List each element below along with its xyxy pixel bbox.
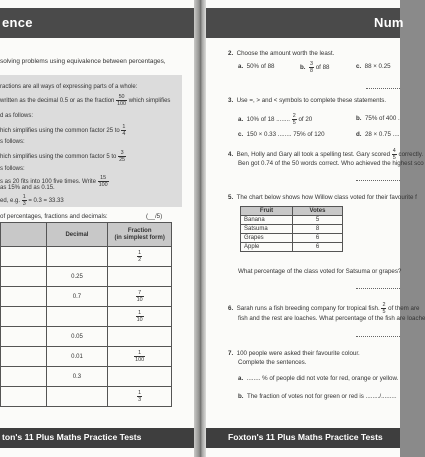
table-header-cell bbox=[1, 223, 47, 247]
q2-option-b: b. $\frac{3}{8}$ of 88 bbox=[300, 61, 330, 74]
question-6-line-2: fish and the rest are loaches. What percentage of the fish are loache bbox=[238, 315, 425, 322]
answer-line bbox=[356, 180, 400, 181]
vote-header-row bbox=[241, 207, 343, 216]
fraction-cell bbox=[108, 367, 172, 387]
info-fraction: $\frac{15}{100}$ bbox=[98, 175, 108, 188]
percentage-cell bbox=[1, 287, 47, 307]
fruit-cell: Satsuma bbox=[241, 225, 293, 234]
info-line: s follows: bbox=[0, 166, 25, 172]
left-intro-text: solving problems using equivalence between percentages, bbox=[0, 58, 166, 65]
votes-cell: 5 bbox=[293, 216, 343, 225]
decimal-cell: 0.01 bbox=[46, 347, 108, 367]
info-line: hich simplifies using the common factor 5 to $\frac{3}{25}$ bbox=[0, 150, 126, 163]
table-row bbox=[1, 387, 172, 407]
decimal-cell: 0.3 bbox=[46, 367, 108, 387]
table-row bbox=[1, 347, 172, 367]
right-footer-bar bbox=[206, 428, 400, 448]
info-line: s as 20 fits into 100 five times. Write $\frac{15}{100}$ bbox=[0, 175, 108, 188]
question-6: 6. Sarah runs a fish breeding company for tropical fish. $\frac{2}{5}$ of them are bbox=[228, 302, 420, 315]
info-line: ed, e.g. $\frac{1}{3}$ = 0.3 = 33.33 bbox=[0, 194, 64, 207]
vote-header-cell: Votes bbox=[293, 207, 343, 216]
info-line: as 15% and as 0.15. bbox=[0, 185, 55, 191]
q3-option-b: b. 75% of 400 . bbox=[356, 115, 400, 122]
info-fraction: $\frac{50}{100}$ bbox=[117, 94, 127, 107]
table-row bbox=[1, 307, 172, 327]
q7-option-a: a. ........ % of people did not vote for red, orange or yellow. bbox=[238, 375, 399, 382]
votes-cell: 8 bbox=[293, 225, 343, 234]
question-3: 3. Use =, > and < symbols to complete these statements. bbox=[228, 97, 387, 104]
question-4: 4. Ben, Holly and Gary all took a spelling test. Gary scored $\frac{4}{5}$ correctly. bbox=[228, 148, 424, 161]
question-7: 7. 100 people were asked their favourite colour. bbox=[228, 350, 360, 357]
conversion-table bbox=[0, 222, 172, 407]
fruit-cell: Banana bbox=[241, 216, 293, 225]
right-footer-text: Foxton's 11 Plus Maths Practice Tests bbox=[228, 432, 383, 442]
right-header-bar bbox=[206, 8, 404, 38]
right-header-title: Num bbox=[374, 15, 404, 30]
question-5: 5. The chart below shows how Willow class voted for their favourite f bbox=[228, 194, 417, 201]
left-header-bar bbox=[0, 8, 194, 38]
left-header-title: ence bbox=[2, 15, 33, 30]
info-line: ractions are all ways of expressing parts of a whole: bbox=[0, 84, 138, 90]
percentage-cell bbox=[1, 327, 47, 347]
book-gutter bbox=[194, 0, 206, 457]
q2-option-a: a. 50% of 88 bbox=[238, 63, 275, 70]
fraction-cell: $\frac{7}{10}$ bbox=[108, 287, 172, 307]
fraction-cell bbox=[108, 327, 172, 347]
vote-header-cell: Fruit bbox=[241, 207, 293, 216]
q3-option-a: a. 10% of 18 ........ $\frac{2}{5}$ of 20 bbox=[238, 113, 313, 126]
table-header-cell: Fraction (in simplest form) bbox=[108, 223, 172, 247]
answer-line bbox=[356, 336, 400, 337]
answer-line bbox=[366, 88, 400, 89]
table-row bbox=[1, 287, 172, 307]
table-row bbox=[1, 367, 172, 387]
table-row bbox=[1, 327, 172, 347]
decimal-cell bbox=[46, 387, 108, 407]
question-4-line-2: Ben got 0.74 of the 50 words correct. Who achieved the highest sco bbox=[238, 160, 424, 167]
decimal-cell: 0.7 bbox=[46, 287, 108, 307]
info-fraction: $\frac{3}{25}$ bbox=[119, 150, 126, 163]
percentage-cell bbox=[1, 367, 47, 387]
percentage-cell bbox=[1, 247, 47, 267]
table-question: of percentages, fractions and decimals: bbox=[0, 213, 108, 220]
vote-row bbox=[241, 243, 343, 252]
table-row bbox=[1, 267, 172, 287]
question-marks: (__/5) bbox=[146, 213, 163, 220]
right-page bbox=[206, 0, 425, 457]
info-fraction: $\frac{1}{4}$ bbox=[122, 124, 126, 137]
votes-cell: 6 bbox=[293, 234, 343, 243]
fraction-cell: $\frac{1}{10}$ bbox=[108, 307, 172, 327]
fraction-cell bbox=[108, 267, 172, 287]
percentage-cell bbox=[1, 267, 47, 287]
percentage-cell bbox=[1, 387, 47, 407]
answer-line bbox=[356, 288, 400, 289]
question-7-line-2: Complete the sentences. bbox=[238, 359, 307, 366]
info-line: written as the decimal 0.5 or as the fraction $\frac{50}{100}$ which simplifies bbox=[0, 94, 171, 107]
decimal-cell: 0.25 bbox=[46, 267, 108, 287]
q7-option-b: b. The fraction of votes not for green or red is ......../......... bbox=[238, 393, 397, 400]
decimal-cell: 0.05 bbox=[46, 327, 108, 347]
left-footer-bar bbox=[0, 428, 194, 448]
table-row bbox=[1, 247, 172, 267]
vote-row bbox=[241, 234, 343, 243]
percentage-cell bbox=[1, 307, 47, 327]
info-line: d as follows: bbox=[0, 113, 34, 119]
question-2: 2. Choose the amount worth the least. bbox=[228, 50, 335, 57]
votes-cell: 6 bbox=[293, 243, 343, 252]
info-line: hich simplifies using the common factor 25 to $\frac{1}{4}$ bbox=[0, 124, 126, 137]
table-header-cell: Decimal bbox=[46, 223, 108, 247]
vote-row bbox=[241, 225, 343, 234]
fraction-cell: $\frac{1}{100}$ bbox=[108, 347, 172, 367]
fraction-cell: $\frac{1}{3}$ bbox=[108, 387, 172, 407]
q3-option-c: c. 150 × 0.33 ........ 75% of 120 bbox=[238, 131, 325, 138]
info-fraction: $\frac{1}{3}$ bbox=[22, 194, 26, 207]
q2-option-c: c. 88 × 0.25 bbox=[356, 63, 391, 70]
vote-table bbox=[240, 206, 343, 252]
decimal-cell bbox=[46, 307, 108, 327]
table-header-row bbox=[1, 223, 172, 247]
left-page bbox=[0, 0, 194, 457]
fruit-cell: Apple bbox=[241, 243, 293, 252]
fruit-cell: Grapes bbox=[241, 234, 293, 243]
info-box bbox=[0, 75, 182, 207]
q3-option-d: d. 28 × 0.75 .... bbox=[356, 131, 400, 138]
vote-row bbox=[241, 216, 343, 225]
left-footer-text: ton's 11 Plus Maths Practice Tests bbox=[2, 432, 142, 442]
question-5-followup: What percentage of the class voted for Satsuma or grapes? bbox=[238, 268, 402, 275]
decimal-cell bbox=[46, 247, 108, 267]
percentage-cell bbox=[1, 347, 47, 367]
info-line: s follows: bbox=[0, 139, 25, 145]
fraction-cell: $\frac{1}{2}$ bbox=[108, 247, 172, 267]
